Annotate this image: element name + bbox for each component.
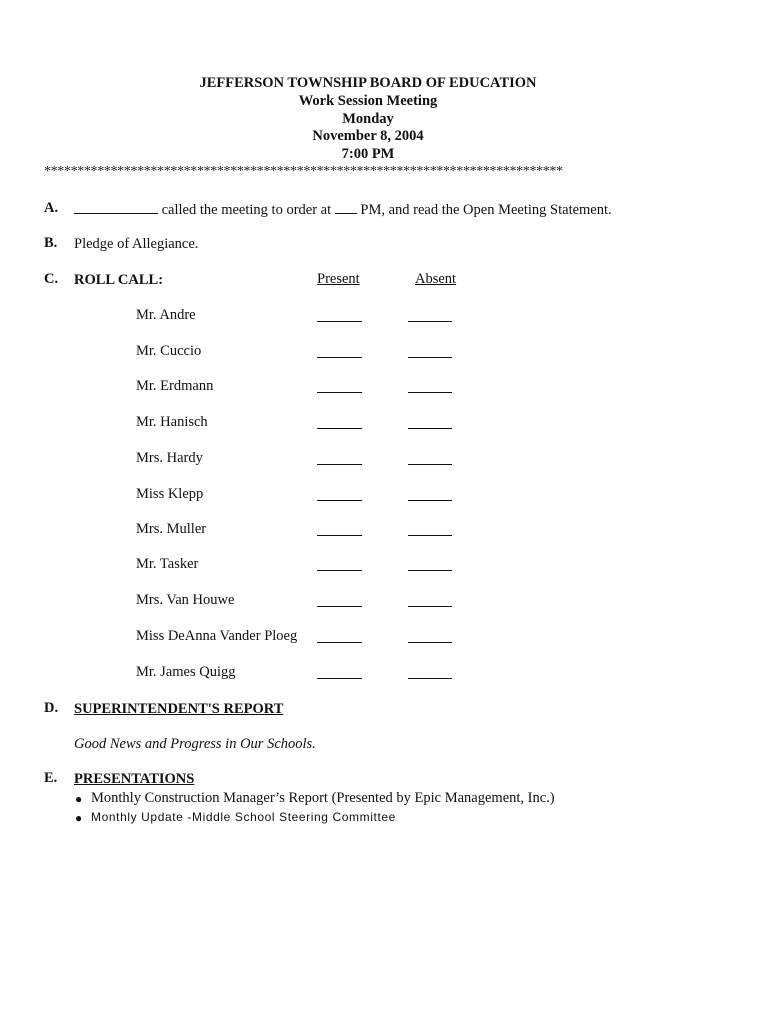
absent-blank[interactable] <box>408 570 452 571</box>
present-blank[interactable] <box>317 357 362 358</box>
separator-line: ****************************************************************************** <box>44 164 563 179</box>
roll-call-title: ROLL CALL: <box>74 272 164 288</box>
absent-blank[interactable] <box>408 535 452 536</box>
present-blank[interactable] <box>317 642 362 643</box>
absent-blank[interactable] <box>408 392 452 393</box>
member-name: Miss DeAnna Vander Ploeg <box>136 628 298 644</box>
bullet-icon: ● <box>75 792 83 806</box>
presentation-item: Monthly Construction Manager’s Report (Presented by Epic Management, Inc.) <box>91 790 555 806</box>
absent-blank[interactable] <box>408 464 452 465</box>
member-name: Mr. Erdmann <box>136 378 214 394</box>
item-a-row <box>74 200 612 219</box>
presentations-title: PRESENTATIONS <box>74 771 195 787</box>
present-blank[interactable] <box>317 570 362 571</box>
superintendent-report-subtitle: Good News and Progress in Our Schools. <box>74 736 316 752</box>
member-name: Mr. Cuccio <box>136 343 202 359</box>
member-name: Mr. Andre <box>136 307 196 323</box>
present-blank[interactable] <box>317 678 362 679</box>
bullet-icon: ● <box>75 811 83 825</box>
absent-blank[interactable] <box>408 428 452 429</box>
presider-blank[interactable] <box>74 200 158 214</box>
present-blank[interactable] <box>317 606 362 607</box>
present-blank[interactable] <box>317 500 362 501</box>
absent-blank[interactable] <box>408 321 452 322</box>
member-name: Mr. Tasker <box>136 556 199 572</box>
present-column-header: Present <box>317 271 360 287</box>
present-blank[interactable] <box>317 535 362 536</box>
present-blank[interactable] <box>317 392 362 393</box>
meeting-day: Monday <box>342 110 394 127</box>
absent-blank[interactable] <box>408 642 452 643</box>
item-e-letter: E. <box>44 770 58 786</box>
absent-blank[interactable] <box>408 606 452 607</box>
item-a-text2: PM, and read the Open Meeting Statement. <box>360 202 612 218</box>
absent-blank[interactable] <box>408 678 452 679</box>
item-a-letter: A. <box>44 200 59 216</box>
meeting-date: November 8, 2004 <box>312 128 424 145</box>
present-blank[interactable] <box>317 428 362 429</box>
member-name: Mrs. Hardy <box>136 450 203 466</box>
absent-blank[interactable] <box>408 357 452 358</box>
time-blank[interactable] <box>335 200 357 214</box>
member-name: Miss Klepp <box>136 486 204 502</box>
item-b-text: Pledge of Allegiance. <box>74 236 199 252</box>
item-c-letter: C. <box>44 271 59 287</box>
member-name: Mr. Hanisch <box>136 414 208 430</box>
member-name: Mr. James Quigg <box>136 664 236 680</box>
absent-column-header: Absent <box>415 271 457 287</box>
meeting-type: Work Session Meeting <box>298 92 438 109</box>
document-header <box>0 75 736 164</box>
member-name: Mrs. Muller <box>136 521 207 537</box>
present-blank[interactable] <box>317 464 362 465</box>
absent-blank[interactable] <box>408 500 452 501</box>
member-name: Mrs. Van Houwe <box>136 592 235 608</box>
item-b-letter: B. <box>44 235 58 251</box>
superintendent-report-title: SUPERINTENDENT'S REPORT <box>74 701 284 717</box>
present-blank[interactable] <box>317 321 362 322</box>
presentation-item: Monthly Update -Middle School Steering Committee <box>91 810 396 824</box>
item-a-text1: called the meeting to order at <box>161 202 332 218</box>
meeting-time: 7:00 PM <box>341 146 395 163</box>
item-d-letter: D. <box>44 700 59 716</box>
board-title: JEFFERSON TOWNSHIP BOARD OF EDUCATION <box>199 75 537 91</box>
